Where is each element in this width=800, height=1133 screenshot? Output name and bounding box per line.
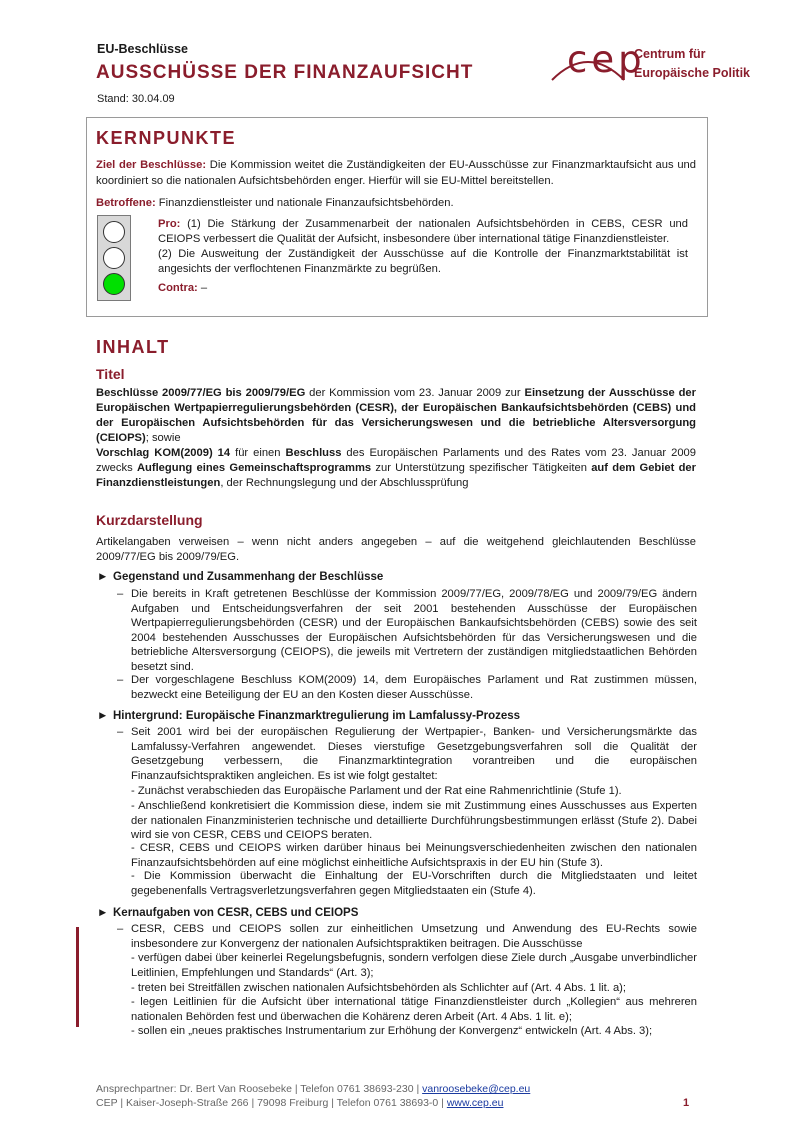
section-2-item-1: – Seit 2001 wird bei der europäischen Regulierung der Wertpapier-, Banken- und Versicherungsmärkte das Lamfalussy-Verfahren angewendet. Dieses vierstufige Gesetzgebungsverfahren soll die Qualität der Gesetzgebung verbessern, die Finanzmarktintegration vorantreiben und die europäischen Finanzaufsichtspraktiken angleichen. Es ist wie folgt gestaltet: [117,726,697,782]
traffic-light-yellow-icon [103,247,125,269]
pro-contra-block [158,217,688,296]
cep-logo: cep [567,38,646,81]
traffic-light-green-icon [103,273,125,295]
margin-marker [76,927,79,1027]
section-2-subitem-3: - CESR, CEBS und CEIOPS wirken darüber hinaus bei Meinungsverschiedenheiten zwischen den nationalen Finanzaufsichtsbehörden auf eine möglichst einheitliche Aufsichtspraxis in der EU hin (Stufe 3). [131,842,697,869]
section-1-heading: ► Gegenstand und Zusammenhang der Beschlüsse [97,571,384,583]
section-2-subitem-4: - Die Kommission überwacht die Einhaltung der EU-Vorschriften durch die Mitgliedstaaten und leitet gegebenenfalls Vertragsverletzungsverfahren gegen Mitgliedstaaten ein (Stufe 4). [131,870,697,897]
section-3-heading: ► Kernaufgaben von CESR, CEBS und CEIOPS [97,907,359,919]
footer-address: CEP | Kaiser-Joseph-Straße 266 | 79098 Freiburg | Telefon 0761 38693-0 | www.cep.eu [96,1097,504,1109]
titel-heading: Titel [96,366,125,382]
document-series: EU-Beschlüsse [97,42,189,56]
kurzdarstellung-intro: Artikelangaben verweisen – wenn nicht anders angegeben – auf die weitgehend gleichlautenden Beschlüsse 2009/77/EG bis 2009/79/EG. [96,536,696,563]
section-3-subitem-4: - sollen ein „neues praktisches Instrumentarium zur Erhöhung der Konvergenz“ entwickeln (Art. 4 Abs. 3); [131,1025,653,1037]
section-1-item-1: – Die bereits in Kraft getretenen Beschlüsse der Kommission 2009/77/EG, 2009/78/EG und 2009/79/EG ändern Aufgaben und Entscheidungsverfahren der seit 2001 bestehenden Ausschüsse der Europäischen Wertpapierregulierungsbehörden (CESR) und der Europäischen Bankaufsichtsbehörden (CEBS) sowie des seit 2004 bestehenden Ausschusses der Europäischen Aufsichtsbehörden für das Versicherungswesen und die betriebliche Altersversorgung (CEIOPS), die jeweils mit Vertretern der zuständigen mitgliedstaatlichen Behörden besetzt sind. [117,588,697,673]
section-3-subitem-1: - verfügen dabei über keinerlei Regelungsbefugnis, sondern verfolgen diese Ziele durch „Ausgabe unverbindlicher Leitlinien, Empfehlungen und Standards“ (Art. 3); [131,952,697,979]
section-3-subitem-2: - treten bei Streitfällen zwischen nationalen Aufsichtsbehörden als Schlichter auf (Art. 4 Abs. 1 lit. a); [131,982,626,994]
titel-paragraph-2: Vorschlag KOM(2009) 14 für einen Beschluss des Europäischen Parlaments und des Rates vom 23. Januar 2009 zwecks Auflegung eines Gemeinschaftsprogramms zur Unterstützung spezifischer Tätigkeiten auf dem Gebiet der Finanzdienstleistungen, der Rechnungslegung und der Abschlussprüfung [96,447,696,489]
footer-contact: Ansprechpartner: Dr. Bert Van Roosebeke | Telefon 0761 38693-230 | vanroosebeke@cep.eu [96,1083,531,1095]
betroffene-paragraph: Betroffene: Finanzdienstleister und nationale Finanzaufsichtsbehörden. [96,197,454,209]
section-2-subitem-1: - Zunächst verabschieden das Europäische Parlament und der Rat eine Rahmenrichtlinie (Stufe 1). [131,785,622,797]
document-date: Stand: 30.04.09 [97,93,175,105]
kernpunkte-title: KERNPUNKTE [96,128,237,148]
traffic-light-icon [97,215,131,301]
page-number: 1 [683,1097,690,1109]
ziel-paragraph: Ziel der Beschlüsse: Die Kommission weitet die Zuständigkeiten der EU-Ausschüsse zur Finanzmarktaufsicht aus und koordiniert so die nationalen Aufsichtsbehörden enger. Hierfür will sie EU-Mittel bereitstellen. [96,159,696,187]
section-2-subitem-2: - Anschließend konkretisiert die Kommission diese, indem sie mit Zustimmung eines Ausschusses aus Experten der nationalen Finanzministerien technische und detaillierte Durchführungsbestimmungen erlässt (Stufe 2). Dabei wird sie von CESR, CEBS und CEIOPS beraten. [131,800,697,842]
section-3-item-1: – CESR, CEBS und CEIOPS sollen zur einheitlichen Umsetzung und Anwendung des EU-Rechts sowie insbesondere zur Konvergenz der nationalen Aufsichtspraktiken beitragen. Die Ausschüsse [117,923,697,950]
section-3-subitem-3: - legen Leitlinien für die Aufsicht über international tätige Finanzdienstleister durch „Kollegien“ aus mehreren nationalen Behörden fest und überwachen die Kohärenz deren Arbeit (Art. 4 Abs. 1 lit. e); [131,996,697,1023]
section-2-heading: ► Hintergrund: Europäische Finanzmarktregulierung im Lamfalussy-Prozess [97,710,521,722]
kurzdarstellung-heading: Kurzdarstellung [96,512,203,528]
footer-email-link[interactable]: vanroosebeke@cep.eu [422,1083,531,1095]
section-1-item-2: – Der vorgeschlagene Beschluss KOM(2009) 14, dem Europäisches Parlament und Rat zustimmen müssen, bezweckt eine Beteiligung der EU an den Kosten dieser Ausschüsse. [117,674,697,701]
cep-logo-name: Centrum für Europäische Politik [634,47,751,80]
footer-web-link[interactable]: www.cep.eu [446,1097,504,1109]
pro-paragraph: Pro: (1) Die Stärkung der Zusammenarbeit der nationalen Aufsichtsbehörden in CEBS, CESR und CEIOPS verbessert die Qualität der Aufsicht, insbesondere über international tätige Finanzdienstleister. [158,218,688,245]
contra-paragraph: Contra: – [158,282,208,294]
inhalt-title: INHALT [96,337,170,357]
document-title: AUSSCHÜSSE DER FINANZAUFSICHT [96,62,474,83]
titel-paragraph-1: Beschlüsse 2009/77/EG bis 2009/79/EG der Kommission vom 23. Januar 2009 zur Einsetzung der Ausschüsse der Europäischen Wertpapierregulierungsbehörden (CESR), der Europäischen Bankaufsichtsbehörden (CEBS) und der Europäischen Aufsichtsbehörden für das Versicherungswesen und die betriebliche Altersversorgung (CEIOPS); sowie [96,387,696,444]
traffic-light-red-icon [103,221,125,243]
pro-paragraph-2: (2) Die Ausweitung der Zuständigkeit der Ausschüsse auf die Kontrolle der Finanzmarktstabilität ist angesichts der verflochtenen Finanzmärkte zu begrüßen. [158,248,688,275]
